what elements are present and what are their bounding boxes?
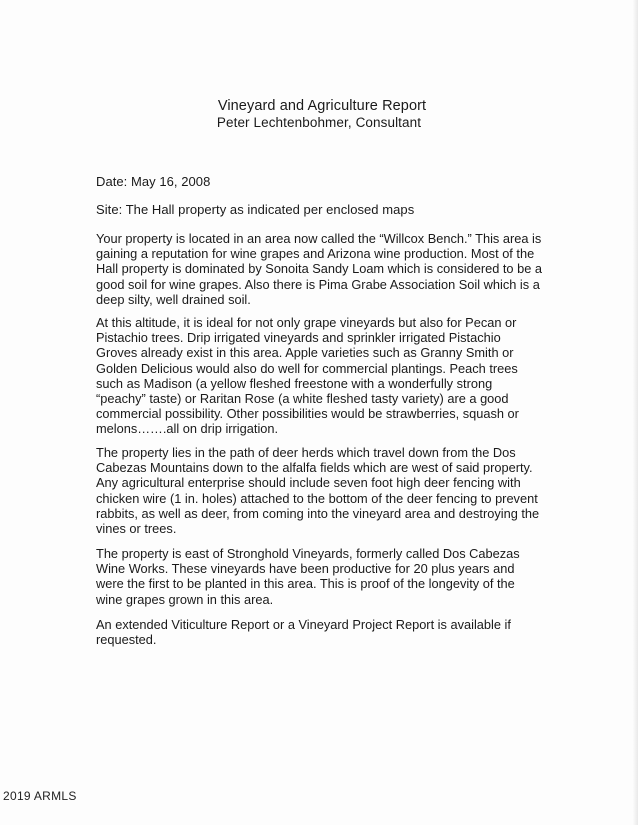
report-author: Peter Lechtenbohmer, Consultant xyxy=(216,115,422,130)
paragraph-extended-report: An extended Viticulture Report or a Vineyard Project Report is available if requested. xyxy=(96,617,511,648)
paragraph-deer: The property lies in the path of deer herds which travel down from the Dos Cabezas Mountains down to the alfalfa fields which are west of said property. Any agricultural enterprise should include seven foot high deer fencing with chicken wire (1 in. holes) attached to the bottom of the deer fencing to prevent rabbits, as well as deer, from coming into the vineyard area and destroying the vines or trees. xyxy=(96,445,540,537)
paragraph-location: Your property is located in an area now called the “Willcox Bench.” This area is gaining a reputation for wine grapes and Arizona wine production. Most of the Hall property is dominated by Sonoita Sandy Loam which is considered to be a good soil for wine grapes. Also there is Pima Grabe Association Soil which is a deep silty, well drained soil. xyxy=(96,231,543,307)
report-site: Site: The Hall property as indicated per enclosed maps xyxy=(96,202,415,217)
report-title: Vineyard and Agriculture Report xyxy=(217,98,427,114)
report-date: Date: May 16, 2008 xyxy=(96,174,211,189)
copyright-watermark: 2019 ARMLS xyxy=(3,789,77,803)
paragraph-neighbors: The property is east of Stronghold Vineyards, formerly called Dos Cabezas Wine Works. These vineyards have been productive for 20 plus years and were the first to be planted in this area. This is proof of the longevity of the wine grapes grown in this area. xyxy=(96,546,520,607)
paragraph-altitude: At this altitude, it is ideal for not only grape vineyards but also for Pecan or Pistachio trees. Drip irrigated vineyards and sprinkler irrigated Pistachio Groves already exist in this area. Apple varieties such as Granny Smith or Golden Delicious would also do well for commercial plantings. Peach trees such as Madison (a yellow fleshed freestone with a wonderfully strong “peachy” taste) or Raritan Rose (a white fleshed tasty variety) are a good commercial possibility. Other possibilities would be strawberries, squash or melons…….all on drip irrigation. xyxy=(96,315,519,437)
